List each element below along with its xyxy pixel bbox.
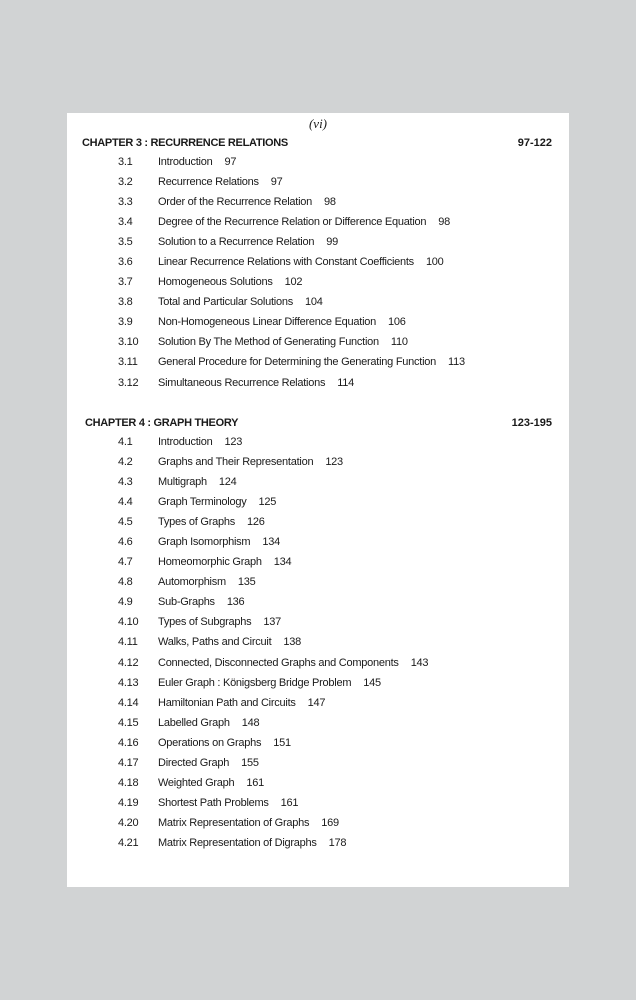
section-title-line [158,657,428,669]
section-number: 3.1 [118,156,133,168]
section-title-line [158,456,343,468]
section-title-line [158,236,338,248]
section-title-line [158,576,256,588]
section-title: Matrix Representation of Digraphs [158,836,317,849]
chapter-title: CHAPTER 4 : GRAPH THEORY [85,417,239,429]
toc-entry [67,336,569,356]
section-title-line [158,496,276,508]
toc-entry [67,516,569,536]
section-title: Directed Graph [158,756,230,769]
section-page: 134 [273,556,292,569]
section-title: Sub-Graphs [158,596,215,609]
section-title: Operations on Graphs [158,736,262,749]
section-number: 4.3 [118,476,133,489]
section-title: Types of Subgraphs [158,616,252,629]
section-title: Automorphism [158,576,226,589]
section-title: Walks, Paths and Circuit [158,636,272,649]
section-number: 4.4 [118,496,133,509]
toc-entry [67,596,569,616]
section-title: Degree of the Recurrence Relation or Difference Equation [158,216,427,229]
section-title: Connected, Disconnected Graphs and Components [158,656,399,669]
section-page: 125 [258,496,277,509]
section-page: 99 [326,236,338,249]
toc-entry [67,236,569,256]
section-title: Homogeneous Solutions [158,276,273,289]
section-title: Non-Homogeneous Linear Difference Equation [158,316,376,329]
section-page: 151 [273,736,291,749]
section-page: 113 [448,356,465,369]
section-title-line [158,536,280,548]
section-number: 4.18 [118,776,139,789]
toc-entry [67,797,569,817]
section-title: Labelled Graph [158,716,230,729]
section-page: 102 [284,276,303,289]
section-number: 4.11 [118,636,138,649]
section-number: 4.19 [118,796,139,809]
section-title: Graph Isomorphism [158,536,251,549]
section-title: Order of the Recurrence Relation [158,196,313,209]
section-title: Introduction [158,436,213,448]
section-title-line [158,797,298,809]
section-title-line [158,556,291,568]
toc-entry [67,616,569,636]
section-title: Solution By The Method of Generating Function [158,336,379,349]
chapter-page-range: 123-195 [511,417,552,429]
toc-entry [67,576,569,596]
toc-entry [67,176,569,196]
chapter-heading [67,417,569,437]
section-number: 4.9 [118,596,133,609]
toc-entry [67,677,569,697]
section-number: 4.12 [118,656,139,669]
section-number: 3.3 [118,196,133,209]
toc-entry [67,717,569,737]
section-title-line [158,296,323,308]
section-number: 3.12 [118,376,139,389]
section-title-line [158,596,244,608]
section-number: 3.8 [118,296,133,309]
toc-entry [67,657,569,677]
toc-entry [67,296,569,316]
toc-entry [67,777,569,797]
toc-entry [67,737,569,757]
section-number: 4.8 [118,576,133,589]
section-number: 4.21 [118,836,139,849]
section-page: 138 [283,636,302,649]
toc-entry [67,156,569,176]
section-number: 4.14 [118,696,139,709]
section-title-line [158,356,465,368]
toc-entry [67,216,569,236]
section-title: Hamiltonian Path and Circuits [158,696,296,709]
section-number: 4.16 [118,736,139,749]
section-title-line [158,697,325,709]
section-number: 4.15 [118,716,139,729]
section-page: 123 [224,436,243,448]
section-title: Introduction [158,156,213,168]
section-title-line [158,377,354,389]
section-title: General Procedure for Determining the Generating Function [158,356,437,369]
section-number: 3.5 [118,236,133,249]
section-title-line [158,837,346,849]
section-page: 97 [270,176,283,189]
section-title-line [158,256,444,268]
section-title-line [158,336,408,348]
section-page: 147 [307,696,326,709]
section-page: 136 [226,596,245,609]
section-page: 145 [363,676,381,689]
section-number: 3.2 [118,176,133,189]
toc-entry [67,377,569,397]
section-number: 4.17 [118,756,139,769]
section-title: Linear Recurrence Relations with Constant Coefficients [158,256,414,269]
section-title: Solution to a Recurrence Relation [158,236,315,249]
section-title-line [158,717,259,729]
section-title: Homeomorphic Graph [158,556,262,569]
section-title-line [158,216,450,228]
toc-entry [67,356,569,376]
toc-entry [67,316,569,336]
toc-entry [67,196,569,216]
section-title: Graphs and Their Representation [158,456,314,469]
section-number: 4.2 [118,456,133,469]
section-title: Matrix Representation of Graphs [158,816,310,829]
section-page: 155 [241,756,259,769]
toc-entry [67,636,569,656]
section-title-line [158,737,291,749]
section-title: Recurrence Relations [158,176,259,189]
toc-entry [67,256,569,276]
section-page: 143 [410,656,429,669]
toc-entry [67,837,569,857]
section-title: Simultaneous Recurrence Relations [158,376,326,389]
section-number: 4.1 [118,436,133,448]
section-title-line [158,677,381,689]
section-title-line [158,757,259,769]
section-page: 135 [237,576,256,589]
section-number: 3.4 [118,216,133,229]
section-title: Multigraph [158,476,207,489]
section-number: 4.5 [118,516,133,529]
section-title: Types of Graphs [158,516,235,529]
toc-entry [67,556,569,576]
chapter-heading [67,137,569,157]
section-page: 124 [218,476,237,489]
section-number: 4.7 [118,556,133,569]
section-title-line [158,316,406,328]
section-number: 3.9 [118,316,133,329]
section-page: 114 [337,376,355,389]
section-page: 178 [328,836,347,849]
section-page: 110 [390,336,408,349]
section-title-line [158,777,264,789]
section-page: 123 [325,456,343,469]
section-page: 137 [263,616,281,629]
section-page: 98 [438,216,451,229]
section-page: 98 [324,196,336,209]
section-title: Total and Particular Solutions [158,296,293,309]
section-number: 4.6 [118,536,133,549]
chapter-entries [67,436,569,857]
section-title-line [158,817,339,829]
section-number: 3.11 [118,356,138,369]
section-title-line [158,636,301,648]
section-page: 134 [262,536,280,549]
section-page: 126 [246,516,265,529]
toc-entry [67,276,569,296]
section-title: Euler Graph : Königsberg Bridge Problem [158,676,352,689]
section-title-line [158,176,283,188]
section-number: 3.6 [118,256,133,269]
section-number: 4.13 [118,676,139,689]
section-title-line [158,196,336,208]
toc-entry [67,757,569,777]
chapter-entries [67,156,569,397]
section-number: 4.20 [118,816,139,829]
section-page: 97 [224,156,237,168]
section-page: 161 [246,776,265,789]
toc-entry [67,476,569,496]
toc-entry [67,436,569,456]
section-page: 106 [388,316,406,329]
section-title-line [158,616,281,628]
section-page: 104 [304,296,323,309]
section-title-line [158,516,265,528]
chapter-page-range: 97-122 [517,137,552,149]
toc-entry [67,496,569,516]
toc-entry [67,456,569,476]
section-page: 100 [425,256,444,269]
section-title-line [158,476,236,488]
section-page: 148 [241,716,260,729]
section-number: 4.10 [118,616,139,629]
toc-entry [67,817,569,837]
section-title-line [158,156,236,168]
section-title: Graph Terminology [158,496,247,509]
section-number: 3.7 [118,276,133,289]
chapter-title: CHAPTER 3 : RECURRENCE RELATIONS [82,137,288,149]
section-title: Weighted Graph [158,776,235,789]
section-number: 3.10 [118,336,139,349]
toc-entry [67,697,569,717]
toc-entry [67,536,569,556]
section-title-line [158,436,242,448]
section-title-line [158,276,302,288]
section-title: Shortest Path Problems [158,796,269,809]
section-page: 169 [321,816,339,829]
document-page [67,113,569,887]
page-number: (vi) [308,116,328,131]
section-page: 161 [280,796,299,809]
